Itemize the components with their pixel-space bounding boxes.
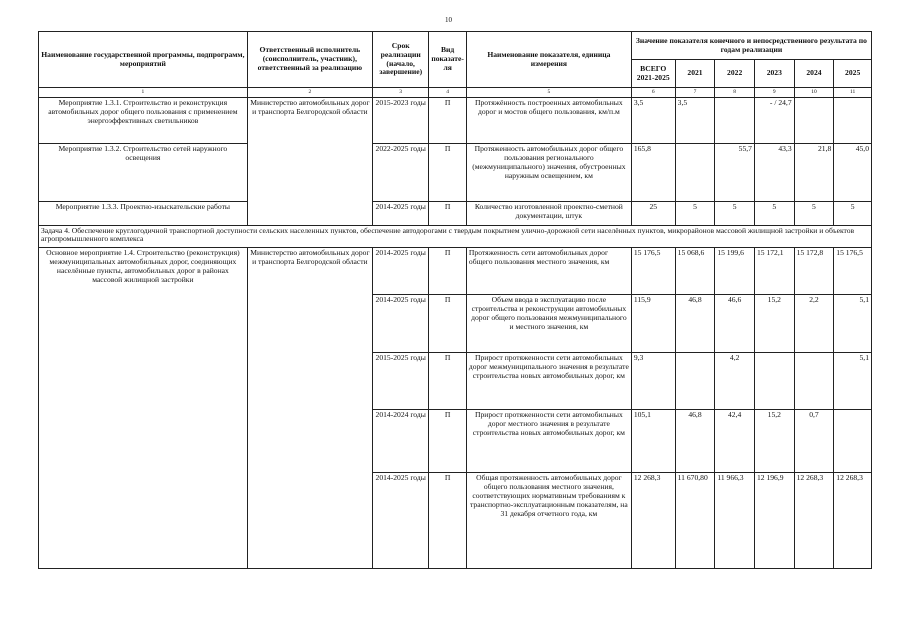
table-row	[39, 98, 872, 144]
column-number: 7	[675, 88, 715, 98]
value-2024: 21,8	[794, 144, 834, 202]
value-2022: 46,6	[715, 295, 755, 353]
value-2024: 12 268,3	[794, 473, 834, 569]
value-2025: 15 176,5	[834, 248, 872, 295]
task-row	[39, 226, 872, 248]
value-2023: - / 24,7	[754, 98, 794, 144]
value-2023: 5	[754, 202, 794, 226]
value-2022: 55,7	[715, 144, 755, 202]
value-total: 25	[631, 202, 675, 226]
value-2023: 15 172,1	[754, 248, 794, 295]
value-total: 9,3	[631, 353, 675, 410]
value-2023: 43,3	[754, 144, 794, 202]
header-year: 2021	[675, 60, 715, 88]
header-year: 2025	[834, 60, 872, 88]
value-2025: 12 268,3	[834, 473, 872, 569]
column-number: 2	[247, 88, 372, 98]
responsible-executor: Министерство автомобильных дорог и транспорта Белгородской области	[247, 248, 372, 569]
value-total: 115,9	[631, 295, 675, 353]
value-2022: 15 199,6	[715, 248, 755, 295]
value-2021: 15 068,6	[675, 248, 715, 295]
value-2024	[794, 353, 834, 410]
term: 2014-2025 годы	[373, 295, 429, 353]
indicators-table	[38, 31, 872, 569]
value-2023: 12 196,9	[754, 473, 794, 569]
indicator-name: Объем ввода в эксплуатацию после строительства и реконструкции автомобильных дорог общего пользования межмуниципального и местного значения, км	[466, 295, 631, 353]
column-number: 4	[429, 88, 467, 98]
value-2025: 45,0	[834, 144, 872, 202]
value-2022: 11 966,3	[715, 473, 755, 569]
indicator-kind: П	[429, 248, 467, 295]
indicator-name: Количество изготовленной проектно-сметной документации, штук	[466, 202, 631, 226]
value-2021: 46,8	[675, 295, 715, 353]
header-program: Наименование государственной программы, подпрограмм, мероприятий	[39, 32, 248, 88]
indicator-name: Протяжённость построенных автомобильных дорог и мостов общего пользования, км/п.м	[466, 98, 631, 144]
value-2022: 5	[715, 202, 755, 226]
value-total: 105,1	[631, 410, 675, 473]
value-2021	[675, 353, 715, 410]
value-2023: 15,2	[754, 410, 794, 473]
indicator-name: Прирост протяженности сети автомобильных дорог межмуниципального значения в результате строительства новых автомобильных дорог, км	[466, 353, 631, 410]
indicator-kind: П	[429, 473, 467, 569]
header-row	[39, 32, 872, 60]
column-number: 8	[715, 88, 755, 98]
column-numbers-row	[39, 88, 872, 98]
indicator-name: Общая протяженность автомобильных дорог общего пользования местного значения, соответствующих нормативным требованиям к транспортно-эксплуатационным показателям, на 31 декабря отчетного года, км	[466, 473, 631, 569]
value-2025	[834, 410, 872, 473]
header-indicator: Наименование показателя, единица измерения	[466, 32, 631, 88]
header-kind: Вид показате-ля	[429, 32, 467, 88]
value-2025: 5,1	[834, 295, 872, 353]
header-responsible: Ответственный исполнитель (соисполнитель, участник), ответственный за реализацию	[247, 32, 372, 88]
value-2024: 15 172,8	[794, 248, 834, 295]
value-total: 3,5	[631, 98, 675, 144]
value-total: 165,8	[631, 144, 675, 202]
value-total: 12 268,3	[631, 473, 675, 569]
value-2022: 4,2	[715, 353, 755, 410]
column-number: 6	[631, 88, 675, 98]
value-2025: 5	[834, 202, 872, 226]
header-year: 2023	[754, 60, 794, 88]
value-2024: 5	[794, 202, 834, 226]
value-2024: 2,2	[794, 295, 834, 353]
indicator-kind: П	[429, 144, 467, 202]
measure-name: Мероприятие 1.3.1. Строительство и реконструкция автомобильных дорог общего пользования с применением энергоэффективных светильников	[39, 98, 248, 144]
header-total: ВСЕГО 2021-2025	[631, 60, 675, 88]
value-2025	[834, 98, 872, 144]
column-number: 11	[834, 88, 872, 98]
indicator-kind: П	[429, 353, 467, 410]
column-number: 10	[794, 88, 834, 98]
term: 2022-2025 годы	[373, 144, 429, 202]
measure-name: Мероприятие 1.3.3. Проектно-изыскательские работы	[39, 202, 248, 226]
header-term: Срок реализации (начало, завершение)	[373, 32, 429, 88]
term: 2014-2024 годы	[373, 410, 429, 473]
term: 2014-2025 годы	[373, 248, 429, 295]
page-number: 10	[445, 16, 452, 24]
value-total: 15 176,5	[631, 248, 675, 295]
value-2022: 42,4	[715, 410, 755, 473]
term: 2015-2025 годы	[373, 353, 429, 410]
value-2023	[754, 353, 794, 410]
indicator-name: Протяженность автомобильных дорог общего пользования регионального (межмуниципального) значения, обустроенных наружным освещением, км	[466, 144, 631, 202]
column-number: 9	[754, 88, 794, 98]
indicator-name: Протяженность сети автомобильных дорог общего пользования местного значения, км	[466, 248, 631, 295]
indicator-kind: П	[429, 202, 467, 226]
measure-name: Мероприятие 1.3.2. Строительство сетей наружного освещения	[39, 144, 248, 202]
column-number: 1	[39, 88, 248, 98]
value-2022	[715, 98, 755, 144]
term: 2015-2023 годы	[373, 98, 429, 144]
value-2021: 5	[675, 202, 715, 226]
value-2021	[675, 144, 715, 202]
value-2021: 11 670,80	[675, 473, 715, 569]
indicator-kind: П	[429, 98, 467, 144]
table-row	[39, 144, 872, 202]
value-2021: 46,8	[675, 410, 715, 473]
header-year: 2024	[794, 60, 834, 88]
indicator-kind: П	[429, 410, 467, 473]
column-number: 3	[373, 88, 429, 98]
main-measure-name: Основное мероприятие 1.4. Строительство (реконструкция) межмуниципальных автомобильных дорог, соединяющих населённые пункты, автомобильных дорог в районах массовой жилищной застройки	[39, 248, 248, 569]
term: 2014-2025 годы	[373, 202, 429, 226]
header-values-group: Значение показателя конечного и непосредственного результата по годам реализации	[631, 32, 871, 60]
table-row	[39, 202, 872, 226]
column-number: 5	[466, 88, 631, 98]
responsible-executor: Министерство автомобильных дорог и транспорта Белгородской области	[247, 98, 372, 226]
value-2024	[794, 98, 834, 144]
value-2023: 15,2	[754, 295, 794, 353]
indicator-kind: П	[429, 295, 467, 353]
term: 2014-2025 годы	[373, 473, 429, 569]
task-title: Задача 4. Обеспечение круглогодичной транспортной доступности сельских населенных пунктов, обеспечение автодорогами с твердым покрытием улично-дорожной сети населённых пунктов, микрорайонов массовой жилищной застройки и объектов агропромышленного комплекса	[39, 226, 872, 248]
value-2024: 0,7	[794, 410, 834, 473]
indicator-name: Прирост протяженности сети автомобильных дорог местного значения в результате строительства новых автомобильных дорог, км	[466, 410, 631, 473]
table-row	[39, 248, 872, 295]
header-year: 2022	[715, 60, 755, 88]
value-2021: 3,5	[675, 98, 715, 144]
value-2025: 5,1	[834, 353, 872, 410]
